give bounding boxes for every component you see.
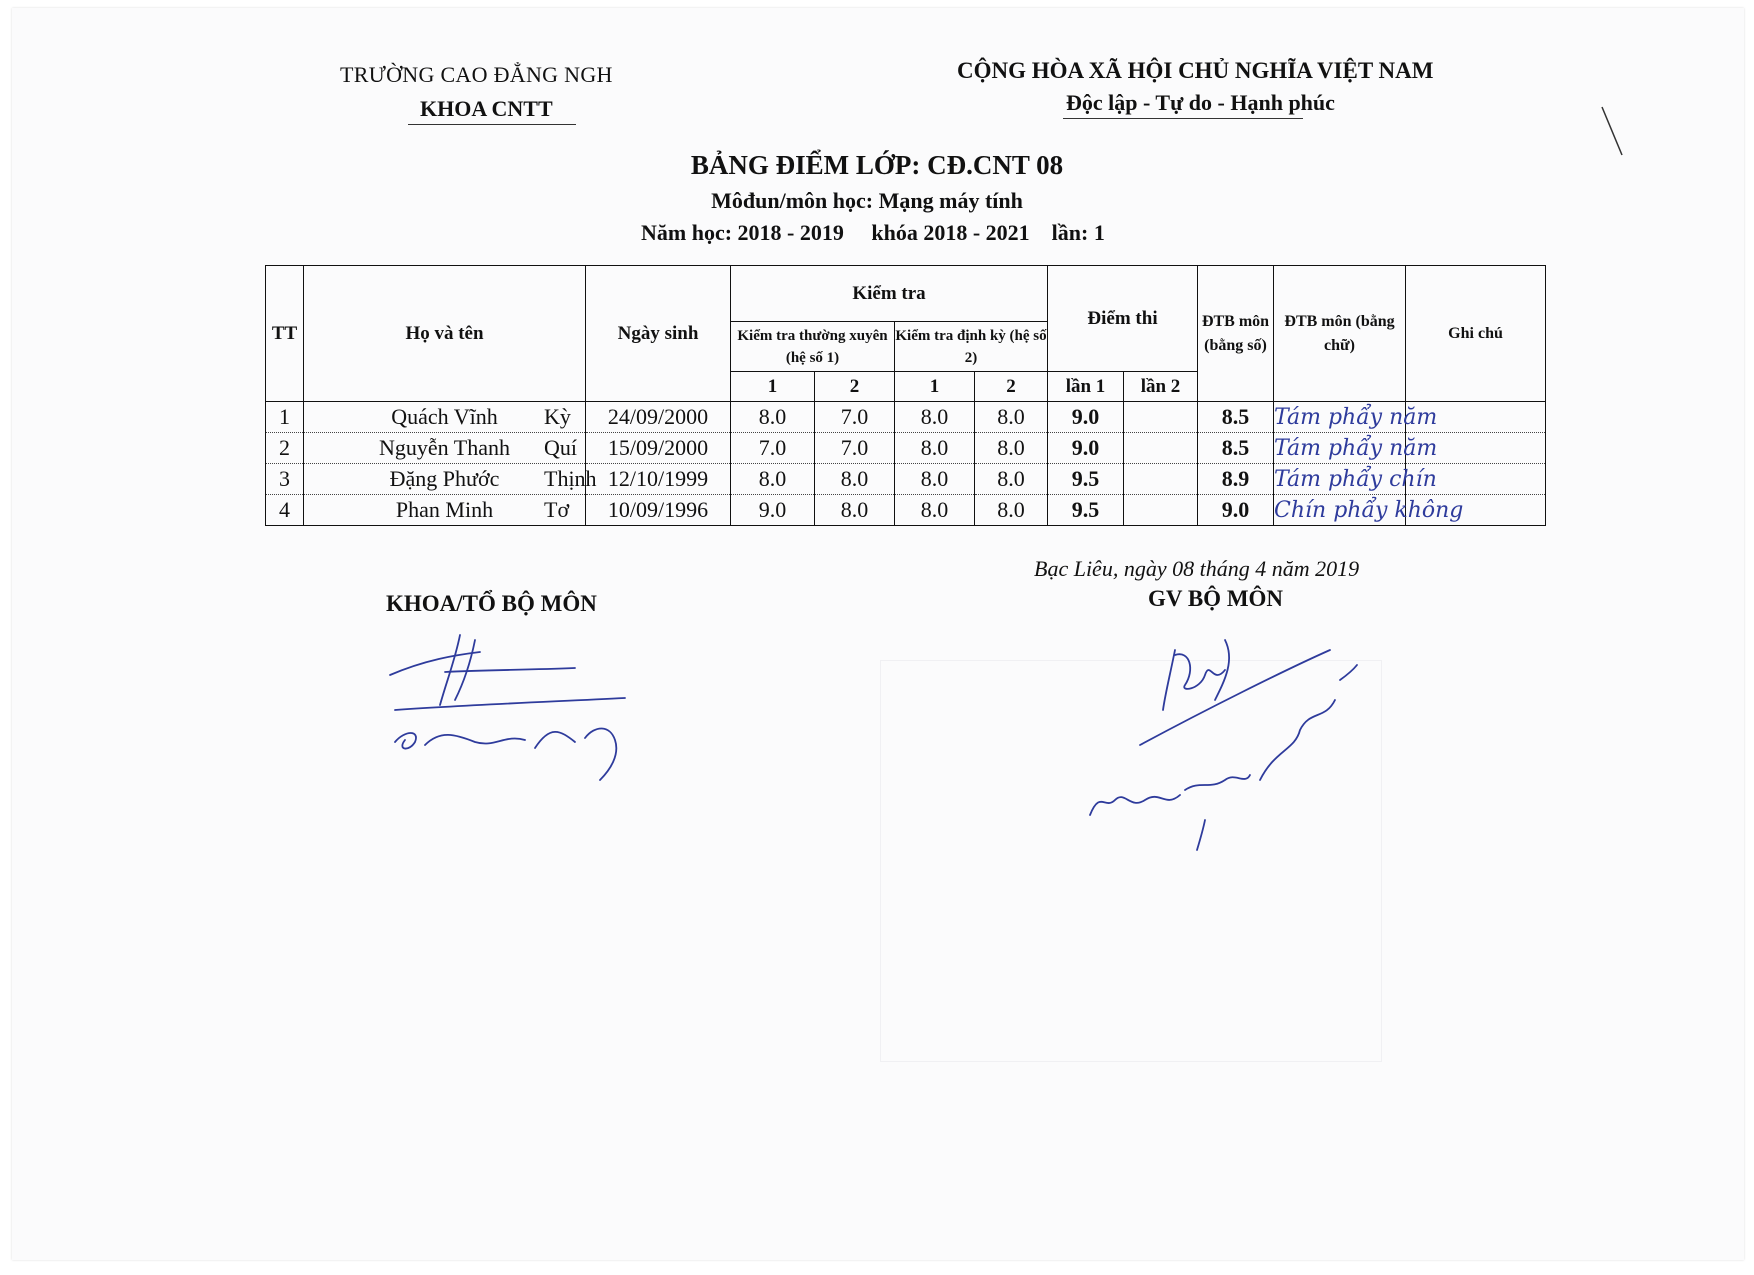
- header-ktdk-2: 2: [975, 372, 1048, 402]
- cell-last-name: Phan Minh: [395, 497, 494, 522]
- cell-dtb-so: 8.5: [1198, 402, 1274, 433]
- stray-pen-mark: [1600, 105, 1630, 165]
- cell-dtb-so: 8.5: [1198, 433, 1274, 464]
- table-row: [266, 433, 1546, 464]
- cell-tt: 3: [266, 464, 304, 495]
- cell-dtb-so: 8.9: [1198, 464, 1274, 495]
- header-ktdk-1: 1: [895, 372, 975, 402]
- header-name: Họ và tên: [304, 266, 586, 402]
- cell-ktx-1: 7.0: [731, 433, 815, 464]
- cell-name: [304, 464, 597, 495]
- motto-underline: [1063, 118, 1303, 119]
- cell-ktx-1: 8.0: [731, 464, 815, 495]
- cell-ktdk-1: 8.0: [895, 464, 975, 495]
- cell-dob: 12/10/1999: [586, 464, 731, 495]
- cell-ktx-2: 7.0: [815, 402, 895, 433]
- cell-dtb-chu: Tám phẩy chín: [1274, 464, 1406, 495]
- table-row: [266, 495, 1546, 526]
- department-name: KHOA CNTT: [420, 96, 553, 121]
- header-tt: TT: [266, 266, 304, 402]
- header-dtb-chu: ĐTB môn (bằng chữ): [1274, 266, 1406, 402]
- year-line: Năm học: 2018 - 2019 khóa 2018 - 2021 lần: 1: [641, 220, 1105, 245]
- header-lan-2: lần 2: [1124, 372, 1198, 402]
- page-title: BẢNG ĐIỂM LỚP: CĐ.CNT 08: [690, 150, 1064, 180]
- cell-ktx-2: 7.0: [815, 433, 895, 464]
- header-ktdk: Kiểm tra định kỳ (hệ số 2): [895, 322, 1048, 372]
- right-signature-title: GV BỘ MÔN: [1148, 586, 1284, 611]
- grades-table: [265, 265, 1546, 526]
- header-dob: Ngày sinh: [586, 266, 731, 402]
- cell-ktx-1: 9.0: [731, 495, 815, 526]
- header-ktx: Kiểm tra thường xuyên (hệ số 1): [731, 322, 895, 372]
- cell-lan-1: 9.5: [1048, 495, 1124, 526]
- cell-ktx-2: 8.0: [815, 495, 895, 526]
- header-lan-1: lần 1: [1048, 372, 1124, 402]
- header-kiem-tra: Kiểm tra: [731, 266, 1048, 322]
- cell-ktdk-1: 8.0: [895, 402, 975, 433]
- header-diem-thi: Điểm thi: [1048, 266, 1198, 372]
- cell-tt: 4: [266, 495, 304, 526]
- header-ghi-chu: Ghi chú: [1406, 266, 1546, 402]
- cell-name: [304, 402, 586, 433]
- cell-dtb-chu: Chín phẩy không: [1274, 495, 1406, 526]
- cell-lan-2: [1124, 495, 1198, 526]
- cell-ktdk-2: 8.0: [975, 402, 1048, 433]
- right-signature: [1085, 630, 1385, 860]
- header-dtb-so: ĐTB môn (bằng số): [1198, 266, 1274, 402]
- table-row: [266, 402, 1546, 433]
- cell-tt: 2: [266, 433, 304, 464]
- cell-lan-1: 9.0: [1048, 402, 1124, 433]
- cell-ktdk-2: 8.0: [975, 464, 1048, 495]
- place-date: Bạc Liêu, ngày 08 tháng 4 năm 2019: [1034, 556, 1360, 581]
- header-ktx-1: 1: [731, 372, 815, 402]
- cell-lan-2: [1124, 402, 1198, 433]
- cell-ktdk-1: 8.0: [895, 495, 975, 526]
- cell-last-name: Đặng Phước: [389, 466, 500, 491]
- cell-ktdk-1: 8.0: [895, 433, 975, 464]
- cell-dtb-chu: Tám phẩy năm: [1274, 433, 1406, 464]
- cell-tt: 1: [266, 402, 304, 433]
- country-name: CỘNG HÒA XÃ HỘI CHỦ NGHĨA VIỆT NAM: [957, 58, 1434, 83]
- cell-lan-2: [1124, 433, 1198, 464]
- cell-ktx-2: 8.0: [815, 464, 895, 495]
- cell-ktx-1: 8.0: [731, 402, 815, 433]
- cell-last-name: Quách Vĩnh: [391, 404, 498, 429]
- cell-ktdk-2: 8.0: [975, 433, 1048, 464]
- department-underline: [408, 124, 576, 125]
- cell-lan-2: [1124, 464, 1198, 495]
- cell-first-name: Thịnh: [544, 466, 597, 491]
- cell-first-name: Quí: [544, 435, 577, 460]
- cell-ktdk-2: 8.0: [975, 495, 1048, 526]
- header-ktx-2: 2: [815, 372, 895, 402]
- table-row: [266, 464, 1546, 495]
- cell-first-name: Tơ: [544, 497, 570, 522]
- national-motto: Độc lập - Tự do - Hạnh phúc: [1066, 90, 1335, 115]
- left-signature-title: KHOA/TỔ BỘ MÔN: [386, 591, 597, 616]
- left-signature: [385, 630, 665, 790]
- cell-name: [304, 495, 586, 526]
- cell-lan-1: 9.5: [1048, 464, 1124, 495]
- cell-dtb-so: 9.0: [1198, 495, 1274, 526]
- cell-dob: 15/09/2000: [586, 433, 731, 464]
- cell-last-name: Nguyễn Thanh: [379, 435, 510, 460]
- subject-line: Môđun/môn học: Mạng máy tính: [711, 188, 1023, 213]
- cell-dob: 10/09/1996: [586, 495, 731, 526]
- cell-lan-1: 9.0: [1048, 433, 1124, 464]
- school-name: TRƯỜNG CAO ĐẲNG NGH: [340, 62, 613, 87]
- cell-first-name: Kỳ: [544, 404, 571, 429]
- cell-name: [304, 433, 586, 464]
- cell-dob: 24/09/2000: [586, 402, 731, 433]
- cell-dtb-chu: Tám phẩy năm: [1274, 402, 1406, 433]
